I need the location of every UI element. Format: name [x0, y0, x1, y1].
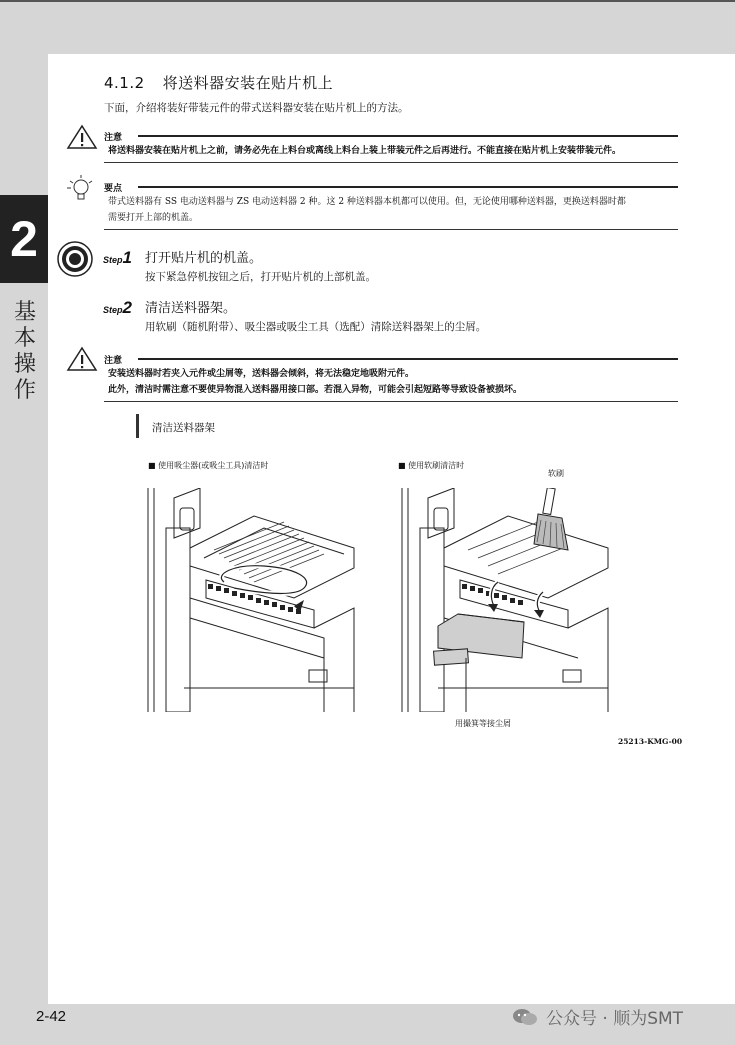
caution2-line2: 此外，清洁时需注意不要使异物混入送料器用接口部。若混入异物，可能会引起短路等导致设备被损坏。 — [108, 385, 523, 395]
brush-label: 软刷 — [548, 469, 564, 478]
point-rule — [138, 186, 678, 188]
point-end-rule — [104, 229, 678, 230]
top-border — [0, 0, 735, 2]
step1-desc: 按下紧急停机按钮之后，打开贴片机的上部机盖。 — [145, 271, 376, 283]
chapter-name: 基本操作 — [13, 300, 36, 403]
section-heading — [104, 72, 333, 93]
step1-number: 1 — [122, 248, 132, 267]
caution-icon — [66, 346, 98, 372]
caution-label: 注意 — [104, 133, 123, 143]
section-number: 4.1.2 — [104, 74, 145, 92]
brush-cleaning-illustration — [398, 488, 610, 712]
lightbulb-icon — [66, 174, 98, 206]
step2-badge — [103, 298, 132, 318]
right-figure-caption: ■ 使用软刷清洁时 — [398, 461, 465, 470]
caution2-rule — [138, 358, 678, 360]
step2-word: Step — [103, 305, 123, 315]
vacuum-cleaning-illustration — [144, 488, 356, 712]
caution2-end-rule — [104, 401, 678, 402]
step1-word: Step — [103, 255, 123, 265]
caution-text: 将送料器安装在贴片机上之前，请务必先在上料台或离线上料台上装上带装元件之后再进行。不能直接在贴片机上安装带装元件。 — [108, 146, 622, 156]
left-figure-caption: ■ 使用吸尘器(或吸尘工具)清洁时 — [148, 461, 269, 470]
section-intro: 下面，介绍将装好带装元件的带式送料器安装在贴片机上的方法。 — [104, 102, 409, 114]
caution2-label: 注意 — [104, 356, 123, 366]
figure-id: 25213-KMG-00 — [618, 737, 683, 746]
watermark-text: 公众号 · 顺为SMT — [546, 1009, 684, 1029]
point-label: 要点 — [104, 184, 123, 194]
figure-caption: 清洁送料器架 — [152, 422, 215, 434]
chapter-tab[interactable]: 2 — [0, 195, 48, 283]
page-number: 2-42 — [36, 1008, 67, 1025]
step1-title: 打开贴片机的机盖。 — [145, 251, 263, 266]
emergency-stop-icon — [56, 240, 94, 278]
watermark — [512, 1004, 683, 1029]
caution-end-rule — [104, 162, 678, 163]
caution-icon — [66, 124, 98, 150]
point-text-line1: 带式送料器有 SS 电动送料器与 ZS 电动送料器 2 种。这 2 种送料器本机都可以使用。但，无论使用哪种送料器，更换送料器时都 — [108, 197, 626, 207]
wechat-icon — [512, 1007, 538, 1027]
figure-caption-bar — [136, 414, 139, 438]
caution-rule — [138, 135, 678, 137]
step1-badge — [103, 248, 132, 268]
section-title: 将送料器安装在贴片机上 — [162, 74, 334, 92]
point-text-line2: 需要打开上部的机盖。 — [108, 213, 199, 223]
caution2-line1: 安装送料器时若夹入元件或尘屑等，送料器会倾斜，将无法稳定地吸附元件。 — [108, 369, 415, 379]
step2-number: 2 — [122, 298, 132, 317]
dustpan-label: 用撮箕等接尘屑 — [455, 719, 511, 728]
step2-desc: 用软刷（随机附带）、吸尘器或吸尘工具（选配）清除送料器架上的尘屑。 — [145, 321, 487, 333]
step2-title: 清洁送料器架。 — [145, 301, 237, 316]
